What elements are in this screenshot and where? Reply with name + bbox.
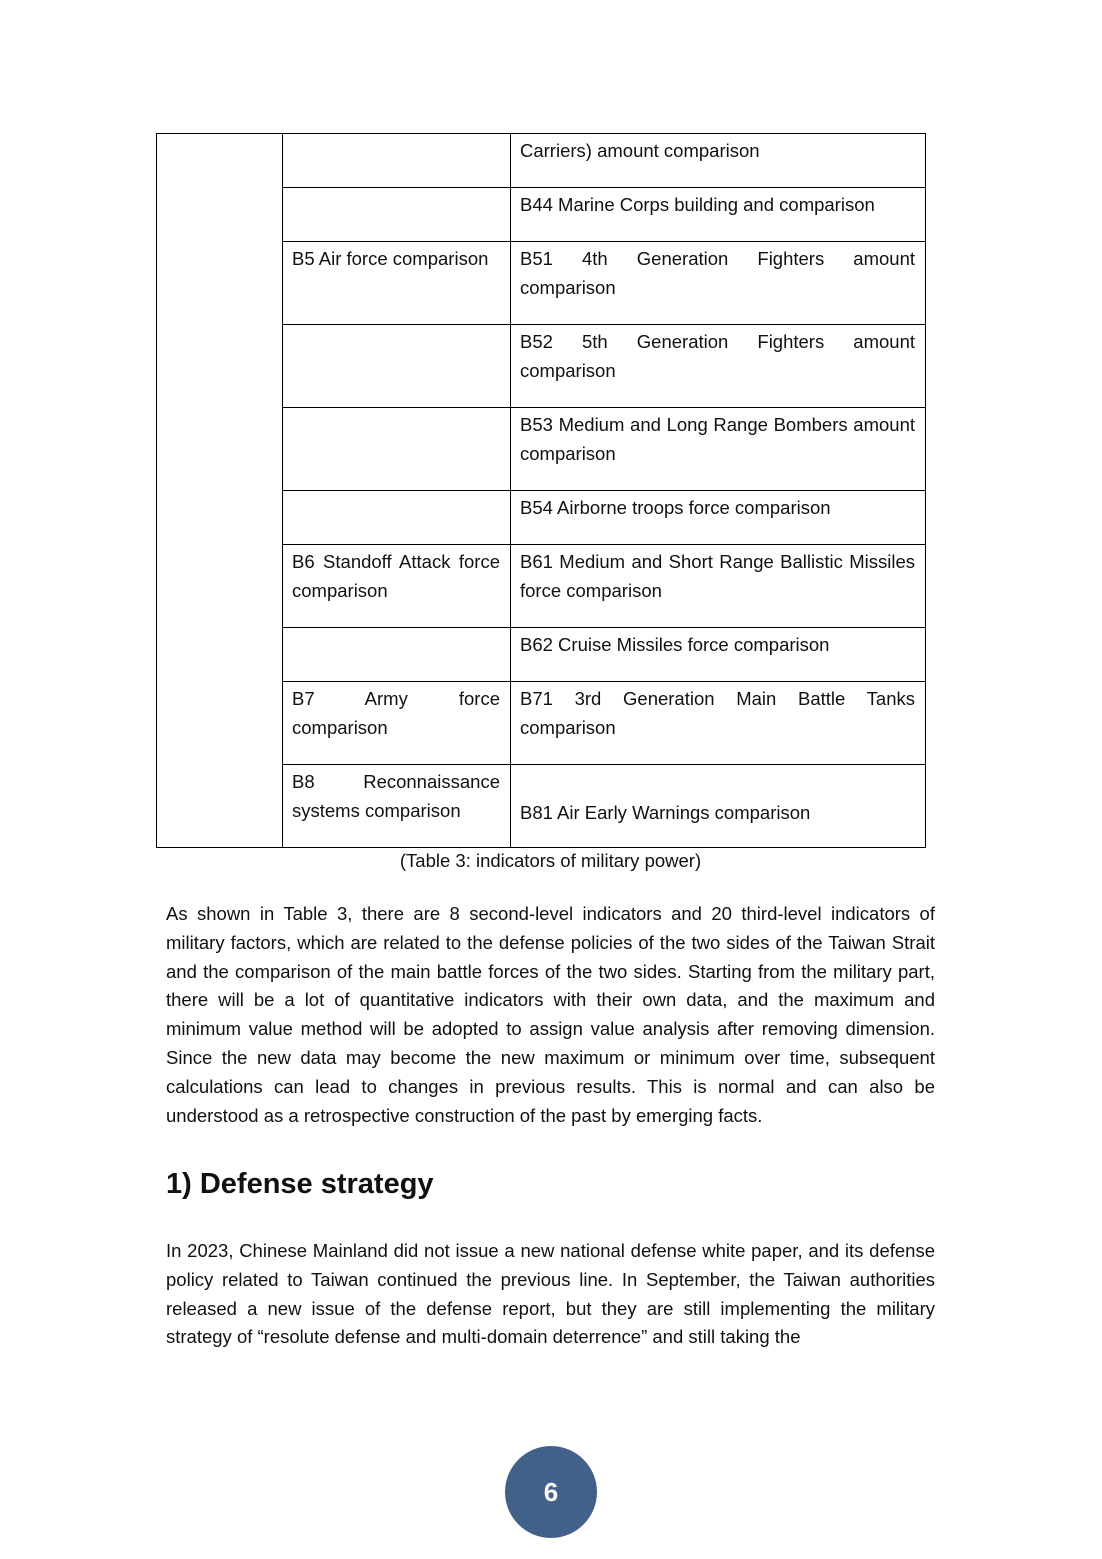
body-paragraph: In 2023, Chinese Mainland did not issue a new national defense white paper, and its defense policy related to Taiwan continued the previous line. In September, the Taiwan authorities released a new issue of the defense report, but they are still implementing the military strategy of “resolute defense and multi-domain deterrence” and still taking the [166, 1240, 935, 1348]
third-level-cell: B52 5th Generation Fighters amount comparison [511, 325, 926, 408]
table-row [157, 134, 926, 188]
body-paragraph: As shown in Table 3, there are 8 second-level indicators and 20 third-level indicators of military factors, which are related to the defense policies of the two sides of the Taiwan Strait and the comparison of the main battle forces of the two sides. Starting from the military part, there will be a lot of quantitative indicators with their own data, and the maximum and minimum value method will be adopted to assign value analysis after removing dimension. Since the new data may become the new maximum or minimum over time, subsequent calculations can lead to changes in previous results. This is normal and can also be understood as a retrospective construction of the past by emerging facts. [166, 903, 935, 1126]
third-level-cell: B61 Medium and Short Range Ballistic Missiles force comparison [511, 545, 926, 628]
second-level-cell: B6 Standoff Attack force comparison [283, 545, 511, 628]
third-level-cell: B53 Medium and Long Range Bombers amount comparison [511, 408, 926, 491]
third-level-cell: B62 Cruise Missiles force comparison [511, 628, 926, 682]
second-level-cell: B7 Army force comparison [283, 682, 511, 765]
second-level-cell [283, 325, 511, 408]
page-number-badge [505, 1446, 597, 1538]
section-heading: 1) Defense strategy [166, 1168, 434, 1200]
third-level-cell: B81 Air Early Warnings comparison [511, 765, 926, 848]
third-level-cell: B71 3rd Generation Main Battle Tanks comparison [511, 682, 926, 765]
second-level-cell [283, 134, 511, 188]
second-level-cell: B8 Reconnaissance systems comparison [283, 765, 511, 848]
second-level-cell [283, 408, 511, 491]
third-level-cell: Carriers) amount comparison [511, 134, 926, 188]
indicators-table [156, 133, 926, 848]
third-level-cell: B54 Airborne troops force comparison [511, 491, 926, 545]
first-level-indicator-cell [157, 134, 283, 848]
second-level-cell: B5 Air force comparison [283, 242, 511, 325]
table-caption: (Table 3: indicators of military power) [399, 850, 702, 871]
second-level-cell [283, 628, 511, 682]
third-level-cell: B44 Marine Corps building and comparison [511, 188, 926, 242]
page-number: 6 [543, 1476, 559, 1507]
third-level-cell: B51 4th Generation Fighters amount comparison [511, 242, 926, 325]
second-level-cell [283, 188, 511, 242]
second-level-cell [283, 491, 511, 545]
